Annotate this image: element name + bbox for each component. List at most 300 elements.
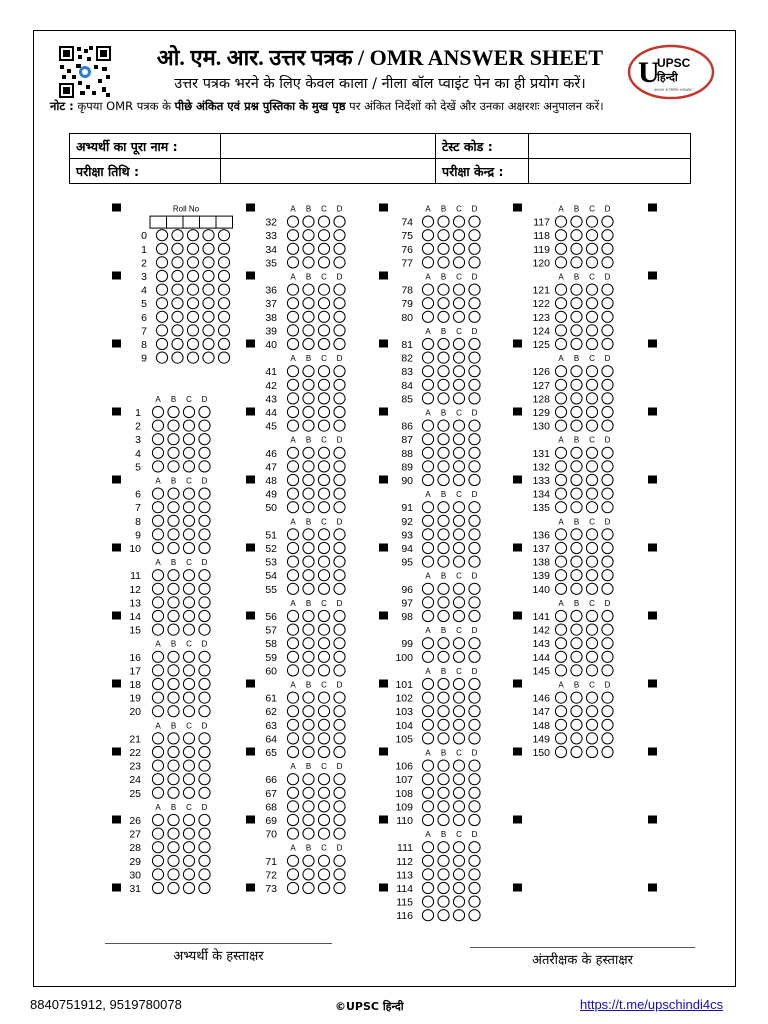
answer-bubble[interactable] [453,393,464,404]
answer-bubble[interactable] [168,678,179,689]
answer-bubble[interactable] [438,366,449,377]
answer-bubble[interactable] [422,556,433,567]
answer-bubble[interactable] [438,434,449,445]
answer-bubble[interactable] [183,488,194,499]
roll-bubble[interactable] [187,311,198,322]
answer-bubble[interactable] [168,828,179,839]
answer-bubble[interactable] [602,733,613,744]
answer-bubble[interactable] [571,311,582,322]
answer-bubble[interactable] [453,257,464,268]
roll-bubble[interactable] [218,243,229,254]
answer-bubble[interactable] [586,243,597,254]
answer-bubble[interactable] [199,434,210,445]
answer-bubble[interactable] [586,733,597,744]
answer-bubble[interactable] [555,474,566,485]
answer-bubble[interactable] [571,420,582,431]
answer-bubble[interactable] [453,651,464,662]
answer-bubble[interactable] [334,420,345,431]
answer-bubble[interactable] [453,556,464,567]
answer-bubble[interactable] [602,692,613,703]
answer-bubble[interactable] [287,665,298,676]
answer-bubble[interactable] [287,542,298,553]
roll-bubble[interactable] [218,270,229,281]
answer-bubble[interactable] [571,529,582,540]
answer-bubble[interactable] [303,393,314,404]
answer-bubble[interactable] [334,325,345,336]
answer-bubble[interactable] [303,665,314,676]
answer-bubble[interactable] [555,556,566,567]
answer-bubble[interactable] [334,502,345,513]
answer-bubble[interactable] [586,338,597,349]
roll-bubble[interactable] [172,270,183,281]
answer-bubble[interactable] [199,570,210,581]
answer-bubble[interactable] [469,896,480,907]
answer-bubble[interactable] [199,624,210,635]
roll-bubble[interactable] [156,257,167,268]
answer-bubble[interactable] [438,882,449,893]
answer-bubble[interactable] [287,366,298,377]
answer-bubble[interactable] [469,801,480,812]
roll-bubble[interactable] [203,298,214,309]
answer-bubble[interactable] [602,570,613,581]
answer-bubble[interactable] [422,230,433,241]
roll-bubble[interactable] [156,325,167,336]
answer-bubble[interactable] [287,814,298,825]
answer-bubble[interactable] [469,678,480,689]
roll-bubble[interactable] [156,284,167,295]
answer-bubble[interactable] [438,379,449,390]
answer-bubble[interactable] [334,624,345,635]
answer-bubble[interactable] [469,379,480,390]
answer-bubble[interactable] [318,420,329,431]
answer-bubble[interactable] [318,257,329,268]
roll-bubble[interactable] [172,298,183,309]
roll-bubble[interactable] [156,311,167,322]
answer-bubble[interactable] [334,583,345,594]
answer-bubble[interactable] [152,706,163,717]
answer-bubble[interactable] [438,529,449,540]
answer-bubble[interactable] [438,774,449,785]
answer-bubble[interactable] [168,420,179,431]
answer-bubble[interactable] [183,665,194,676]
answer-bubble[interactable] [469,706,480,717]
answer-bubble[interactable] [422,447,433,458]
answer-bubble[interactable] [168,461,179,472]
answer-bubble[interactable] [318,393,329,404]
answer-bubble[interactable] [287,393,298,404]
answer-bubble[interactable] [318,855,329,866]
answer-bubble[interactable] [453,706,464,717]
answer-bubble[interactable] [469,311,480,322]
answer-bubble[interactable] [303,869,314,880]
answer-bubble[interactable] [334,461,345,472]
answer-bubble[interactable] [168,869,179,880]
answer-bubble[interactable] [602,706,613,717]
answer-bubble[interactable] [287,828,298,839]
answer-bubble[interactable] [438,869,449,880]
answer-bubble[interactable] [602,406,613,417]
roll-bubble[interactable] [203,230,214,241]
answer-bubble[interactable] [469,542,480,553]
answer-bubble[interactable] [571,366,582,377]
answer-bubble[interactable] [287,488,298,499]
answer-bubble[interactable] [318,298,329,309]
answer-bubble[interactable] [422,338,433,349]
answer-bubble[interactable] [152,692,163,703]
answer-bubble[interactable] [334,882,345,893]
answer-bubble[interactable] [438,447,449,458]
answer-bubble[interactable] [555,488,566,499]
answer-bubble[interactable] [602,393,613,404]
answer-bubble[interactable] [438,651,449,662]
roll-bubble[interactable] [203,338,214,349]
answer-bubble[interactable] [152,434,163,445]
answer-bubble[interactable] [469,774,480,785]
answer-bubble[interactable] [287,733,298,744]
answer-bubble[interactable] [303,243,314,254]
answer-bubble[interactable] [438,556,449,567]
answer-bubble[interactable] [303,570,314,581]
answer-bubble[interactable] [318,570,329,581]
answer-bubble[interactable] [168,406,179,417]
answer-bubble[interactable] [168,542,179,553]
answer-bubble[interactable] [586,325,597,336]
answer-bubble[interactable] [469,651,480,662]
answer-bubble[interactable] [469,393,480,404]
answer-bubble[interactable] [422,597,433,608]
answer-bubble[interactable] [571,447,582,458]
answer-bubble[interactable] [152,869,163,880]
answer-bubble[interactable] [287,787,298,798]
answer-bubble[interactable] [571,393,582,404]
answer-bubble[interactable] [586,393,597,404]
answer-bubble[interactable] [469,230,480,241]
answer-bubble[interactable] [555,624,566,635]
answer-bubble[interactable] [602,529,613,540]
answer-bubble[interactable] [199,651,210,662]
roll-bubble[interactable] [187,257,198,268]
answer-bubble[interactable] [183,597,194,608]
answer-bubble[interactable] [199,692,210,703]
answer-bubble[interactable] [183,502,194,513]
answer-bubble[interactable] [571,474,582,485]
answer-bubble[interactable] [469,529,480,540]
answer-bubble[interactable] [303,801,314,812]
answer-bubble[interactable] [318,787,329,798]
answer-bubble[interactable] [152,733,163,744]
answer-bubble[interactable] [287,706,298,717]
roll-bubble[interactable] [203,243,214,254]
answer-bubble[interactable] [602,583,613,594]
answer-bubble[interactable] [318,665,329,676]
answer-bubble[interactable] [602,610,613,621]
answer-bubble[interactable] [453,719,464,730]
answer-bubble[interactable] [318,474,329,485]
answer-bubble[interactable] [168,692,179,703]
answer-bubble[interactable] [571,257,582,268]
answer-bubble[interactable] [168,651,179,662]
answer-bubble[interactable] [422,719,433,730]
answer-bubble[interactable] [199,746,210,757]
answer-bubble[interactable] [602,719,613,730]
answer-bubble[interactable] [586,651,597,662]
answer-bubble[interactable] [602,298,613,309]
answer-bubble[interactable] [303,610,314,621]
roll-bubble[interactable] [187,352,198,363]
answer-bubble[interactable] [602,284,613,295]
answer-bubble[interactable] [334,719,345,730]
answer-bubble[interactable] [453,338,464,349]
answer-bubble[interactable] [453,284,464,295]
roll-bubble[interactable] [187,270,198,281]
answer-bubble[interactable] [152,746,163,757]
answer-bubble[interactable] [318,542,329,553]
answer-bubble[interactable] [602,366,613,377]
answer-bubble[interactable] [168,760,179,771]
answer-bubble[interactable] [168,570,179,581]
answer-bubble[interactable] [571,298,582,309]
answer-bubble[interactable] [469,597,480,608]
answer-bubble[interactable] [602,420,613,431]
answer-bubble[interactable] [555,447,566,458]
answer-bubble[interactable] [602,461,613,472]
answer-bubble[interactable] [469,257,480,268]
answer-bubble[interactable] [438,787,449,798]
answer-bubble[interactable] [453,760,464,771]
answer-bubble[interactable] [453,787,464,798]
answer-bubble[interactable] [453,842,464,853]
answer-bubble[interactable] [438,393,449,404]
answer-bubble[interactable] [555,243,566,254]
answer-bubble[interactable] [438,910,449,921]
telegram-link[interactable]: https://t.me/upschindi4cs [580,997,724,1012]
answer-bubble[interactable] [287,243,298,254]
answer-bubble[interactable] [287,257,298,268]
answer-bubble[interactable] [453,230,464,241]
answer-bubble[interactable] [571,556,582,567]
answer-bubble[interactable] [586,556,597,567]
answer-bubble[interactable] [183,733,194,744]
answer-bubble[interactable] [303,311,314,322]
roll-bubble[interactable] [203,352,214,363]
roll-bubble[interactable] [172,311,183,322]
answer-bubble[interactable] [318,692,329,703]
answer-bubble[interactable] [602,746,613,757]
answer-bubble[interactable] [152,882,163,893]
answer-bubble[interactable] [438,284,449,295]
answer-bubble[interactable] [199,583,210,594]
answer-bubble[interactable] [183,447,194,458]
answer-bubble[interactable] [199,760,210,771]
answer-bubble[interactable] [602,338,613,349]
answer-bubble[interactable] [168,529,179,540]
answer-bubble[interactable] [453,814,464,825]
answer-bubble[interactable] [287,420,298,431]
answer-bubble[interactable] [469,556,480,567]
answer-bubble[interactable] [602,311,613,322]
answer-bubble[interactable] [422,583,433,594]
answer-bubble[interactable] [334,570,345,581]
answer-bubble[interactable] [422,882,433,893]
answer-bubble[interactable] [438,298,449,309]
answer-bubble[interactable] [453,311,464,322]
answer-bubble[interactable] [287,529,298,540]
answer-bubble[interactable] [586,420,597,431]
answer-bubble[interactable] [469,434,480,445]
roll-bubble[interactable] [218,230,229,241]
answer-bubble[interactable] [303,733,314,744]
answer-bubble[interactable] [318,284,329,295]
answer-bubble[interactable] [571,243,582,254]
answer-bubble[interactable] [571,746,582,757]
answer-bubble[interactable] [303,406,314,417]
answer-bubble[interactable] [303,706,314,717]
answer-bubble[interactable] [303,855,314,866]
answer-bubble[interactable] [303,298,314,309]
answer-bubble[interactable] [183,828,194,839]
answer-bubble[interactable] [453,379,464,390]
answer-bubble[interactable] [571,325,582,336]
answer-bubble[interactable] [318,529,329,540]
answer-bubble[interactable] [318,882,329,893]
answer-bubble[interactable] [168,515,179,526]
answer-bubble[interactable] [303,556,314,567]
answer-bubble[interactable] [422,257,433,268]
answer-bubble[interactable] [422,379,433,390]
answer-bubble[interactable] [469,882,480,893]
answer-bubble[interactable] [152,461,163,472]
answer-bubble[interactable] [555,325,566,336]
answer-bubble[interactable] [318,216,329,227]
answer-bubble[interactable] [199,828,210,839]
answer-bubble[interactable] [183,515,194,526]
answer-bubble[interactable] [602,638,613,649]
answer-bubble[interactable] [555,542,566,553]
answer-bubble[interactable] [334,638,345,649]
answer-bubble[interactable] [287,230,298,241]
answer-bubble[interactable] [303,502,314,513]
answer-bubble[interactable] [334,733,345,744]
answer-bubble[interactable] [453,896,464,907]
answer-bubble[interactable] [571,733,582,744]
answer-bubble[interactable] [453,542,464,553]
answer-bubble[interactable] [422,352,433,363]
answer-bubble[interactable] [168,842,179,853]
answer-bubble[interactable] [183,882,194,893]
answer-bubble[interactable] [602,488,613,499]
answer-bubble[interactable] [422,502,433,513]
answer-bubble[interactable] [152,828,163,839]
answer-bubble[interactable] [287,583,298,594]
answer-bubble[interactable] [199,597,210,608]
answer-bubble[interactable] [571,719,582,730]
answer-bubble[interactable] [168,502,179,513]
answer-bubble[interactable] [555,379,566,390]
answer-bubble[interactable] [168,610,179,621]
answer-bubble[interactable] [438,502,449,513]
answer-bubble[interactable] [199,461,210,472]
answer-bubble[interactable] [422,311,433,322]
answer-bubble[interactable] [602,665,613,676]
roll-bubble[interactable] [203,325,214,336]
answer-bubble[interactable] [168,447,179,458]
answer-bubble[interactable] [183,542,194,553]
answer-bubble[interactable] [422,842,433,853]
answer-bubble[interactable] [152,542,163,553]
answer-bubble[interactable] [602,502,613,513]
answer-bubble[interactable] [586,488,597,499]
answer-bubble[interactable] [287,325,298,336]
answer-bubble[interactable] [469,869,480,880]
answer-bubble[interactable] [152,488,163,499]
answer-bubble[interactable] [453,352,464,363]
answer-bubble[interactable] [152,624,163,635]
roll-bubble[interactable] [218,284,229,295]
answer-bubble[interactable] [571,406,582,417]
answer-bubble[interactable] [422,651,433,662]
answer-bubble[interactable] [199,406,210,417]
answer-bubble[interactable] [438,352,449,363]
answer-bubble[interactable] [287,556,298,567]
answer-bubble[interactable] [318,556,329,567]
answer-bubble[interactable] [469,298,480,309]
answer-bubble[interactable] [334,706,345,717]
answer-bubble[interactable] [287,406,298,417]
answer-bubble[interactable] [571,379,582,390]
answer-bubble[interactable] [602,230,613,241]
answer-bubble[interactable] [555,502,566,513]
answer-bubble[interactable] [453,855,464,866]
answer-bubble[interactable] [469,338,480,349]
roll-bubble[interactable] [187,298,198,309]
answer-bubble[interactable] [287,855,298,866]
answer-bubble[interactable] [438,230,449,241]
answer-bubble[interactable] [168,855,179,866]
answer-bubble[interactable] [303,746,314,757]
answer-bubble[interactable] [438,719,449,730]
roll-bubble[interactable] [218,352,229,363]
answer-bubble[interactable] [438,474,449,485]
answer-bubble[interactable] [334,692,345,703]
roll-bubble[interactable] [172,257,183,268]
answer-bubble[interactable] [334,298,345,309]
answer-bubble[interactable] [555,583,566,594]
answer-bubble[interactable] [438,733,449,744]
answer-bubble[interactable] [438,842,449,853]
answer-bubble[interactable] [555,338,566,349]
answer-bubble[interactable] [287,692,298,703]
answer-bubble[interactable] [555,284,566,295]
answer-bubble[interactable] [438,814,449,825]
answer-bubble[interactable] [334,379,345,390]
answer-bubble[interactable] [303,542,314,553]
roll-bubble[interactable] [172,230,183,241]
answer-bubble[interactable] [318,230,329,241]
answer-bubble[interactable] [453,869,464,880]
answer-bubble[interactable] [571,610,582,621]
answer-bubble[interactable] [183,746,194,757]
answer-bubble[interactable] [152,420,163,431]
answer-bubble[interactable] [152,651,163,662]
answer-bubble[interactable] [183,529,194,540]
roll-bubble[interactable] [203,257,214,268]
answer-bubble[interactable] [152,610,163,621]
answer-bubble[interactable] [602,447,613,458]
answer-bubble[interactable] [469,461,480,472]
answer-bubble[interactable] [586,692,597,703]
answer-bubble[interactable] [318,311,329,322]
answer-bubble[interactable] [334,366,345,377]
